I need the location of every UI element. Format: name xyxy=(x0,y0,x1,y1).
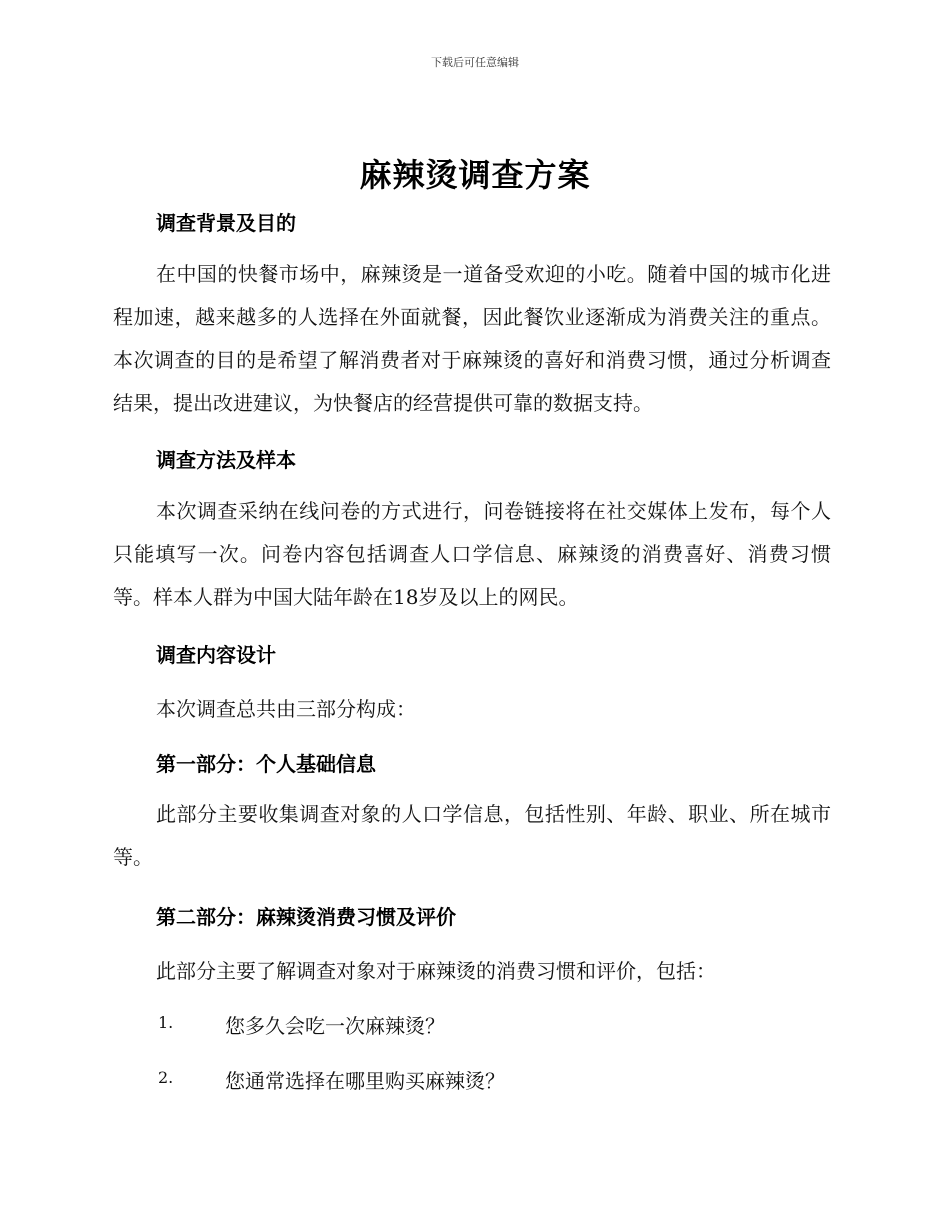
section-heading-design: 调查内容设计 xyxy=(156,643,276,667)
list-item: 您多久会吃一次麻辣烫？ xyxy=(225,1014,445,1038)
section-heading-method: 调查方法及样本 xyxy=(156,448,296,472)
section-body-part1: 此部分主要收集调查对象的人口学信息，包括性别、年龄、职业、所在城市等。 xyxy=(113,802,831,869)
section-body-background: 在中国的快餐市场中，麻辣烫是一道备受欢迎的小吃。随着中国的城市化进程加速，越来越多的人选择在外面就餐，因此餐饮业逐渐成为消费关注的重点。本次调查的目的是希望了解消费者对于麻辣烫的喜好和消费习惯，通过分析调查结果，提出改进建议，为快餐店的经营提供可靠的数据支持。 xyxy=(113,262,831,415)
list-item: 您通常选择在哪里购买麻辣烫？ xyxy=(225,1069,505,1093)
list-item-number: 1. xyxy=(158,1013,174,1032)
section-body-method: 本次调查采纳在线问卷的方式进行，问卷链接将在社交媒体上发布，每个人只能填写一次。问卷内容包括调查人口学信息、麻辣烫的消费喜好、消费习惯等。样本人群为中国大陆年龄在18岁及以上的网民。 xyxy=(113,499,831,609)
section-heading-background: 调查背景及目的 xyxy=(156,211,296,235)
list-item-number: 2. xyxy=(158,1068,174,1087)
section-intro-part2: 此部分主要了解调查对象对于麻辣烫的消费习惯和评价，包括： xyxy=(156,959,716,983)
document-title: 麻辣烫调查方案 xyxy=(359,156,591,194)
page-header-note: 下载后可任意编辑 xyxy=(431,56,519,69)
section-heading-part1: 第一部分：个人基础信息 xyxy=(156,752,376,776)
section-intro-design: 本次调查总共由三部分构成： xyxy=(156,697,416,721)
section-heading-part2: 第二部分：麻辣烫消费习惯及评价 xyxy=(156,905,456,929)
